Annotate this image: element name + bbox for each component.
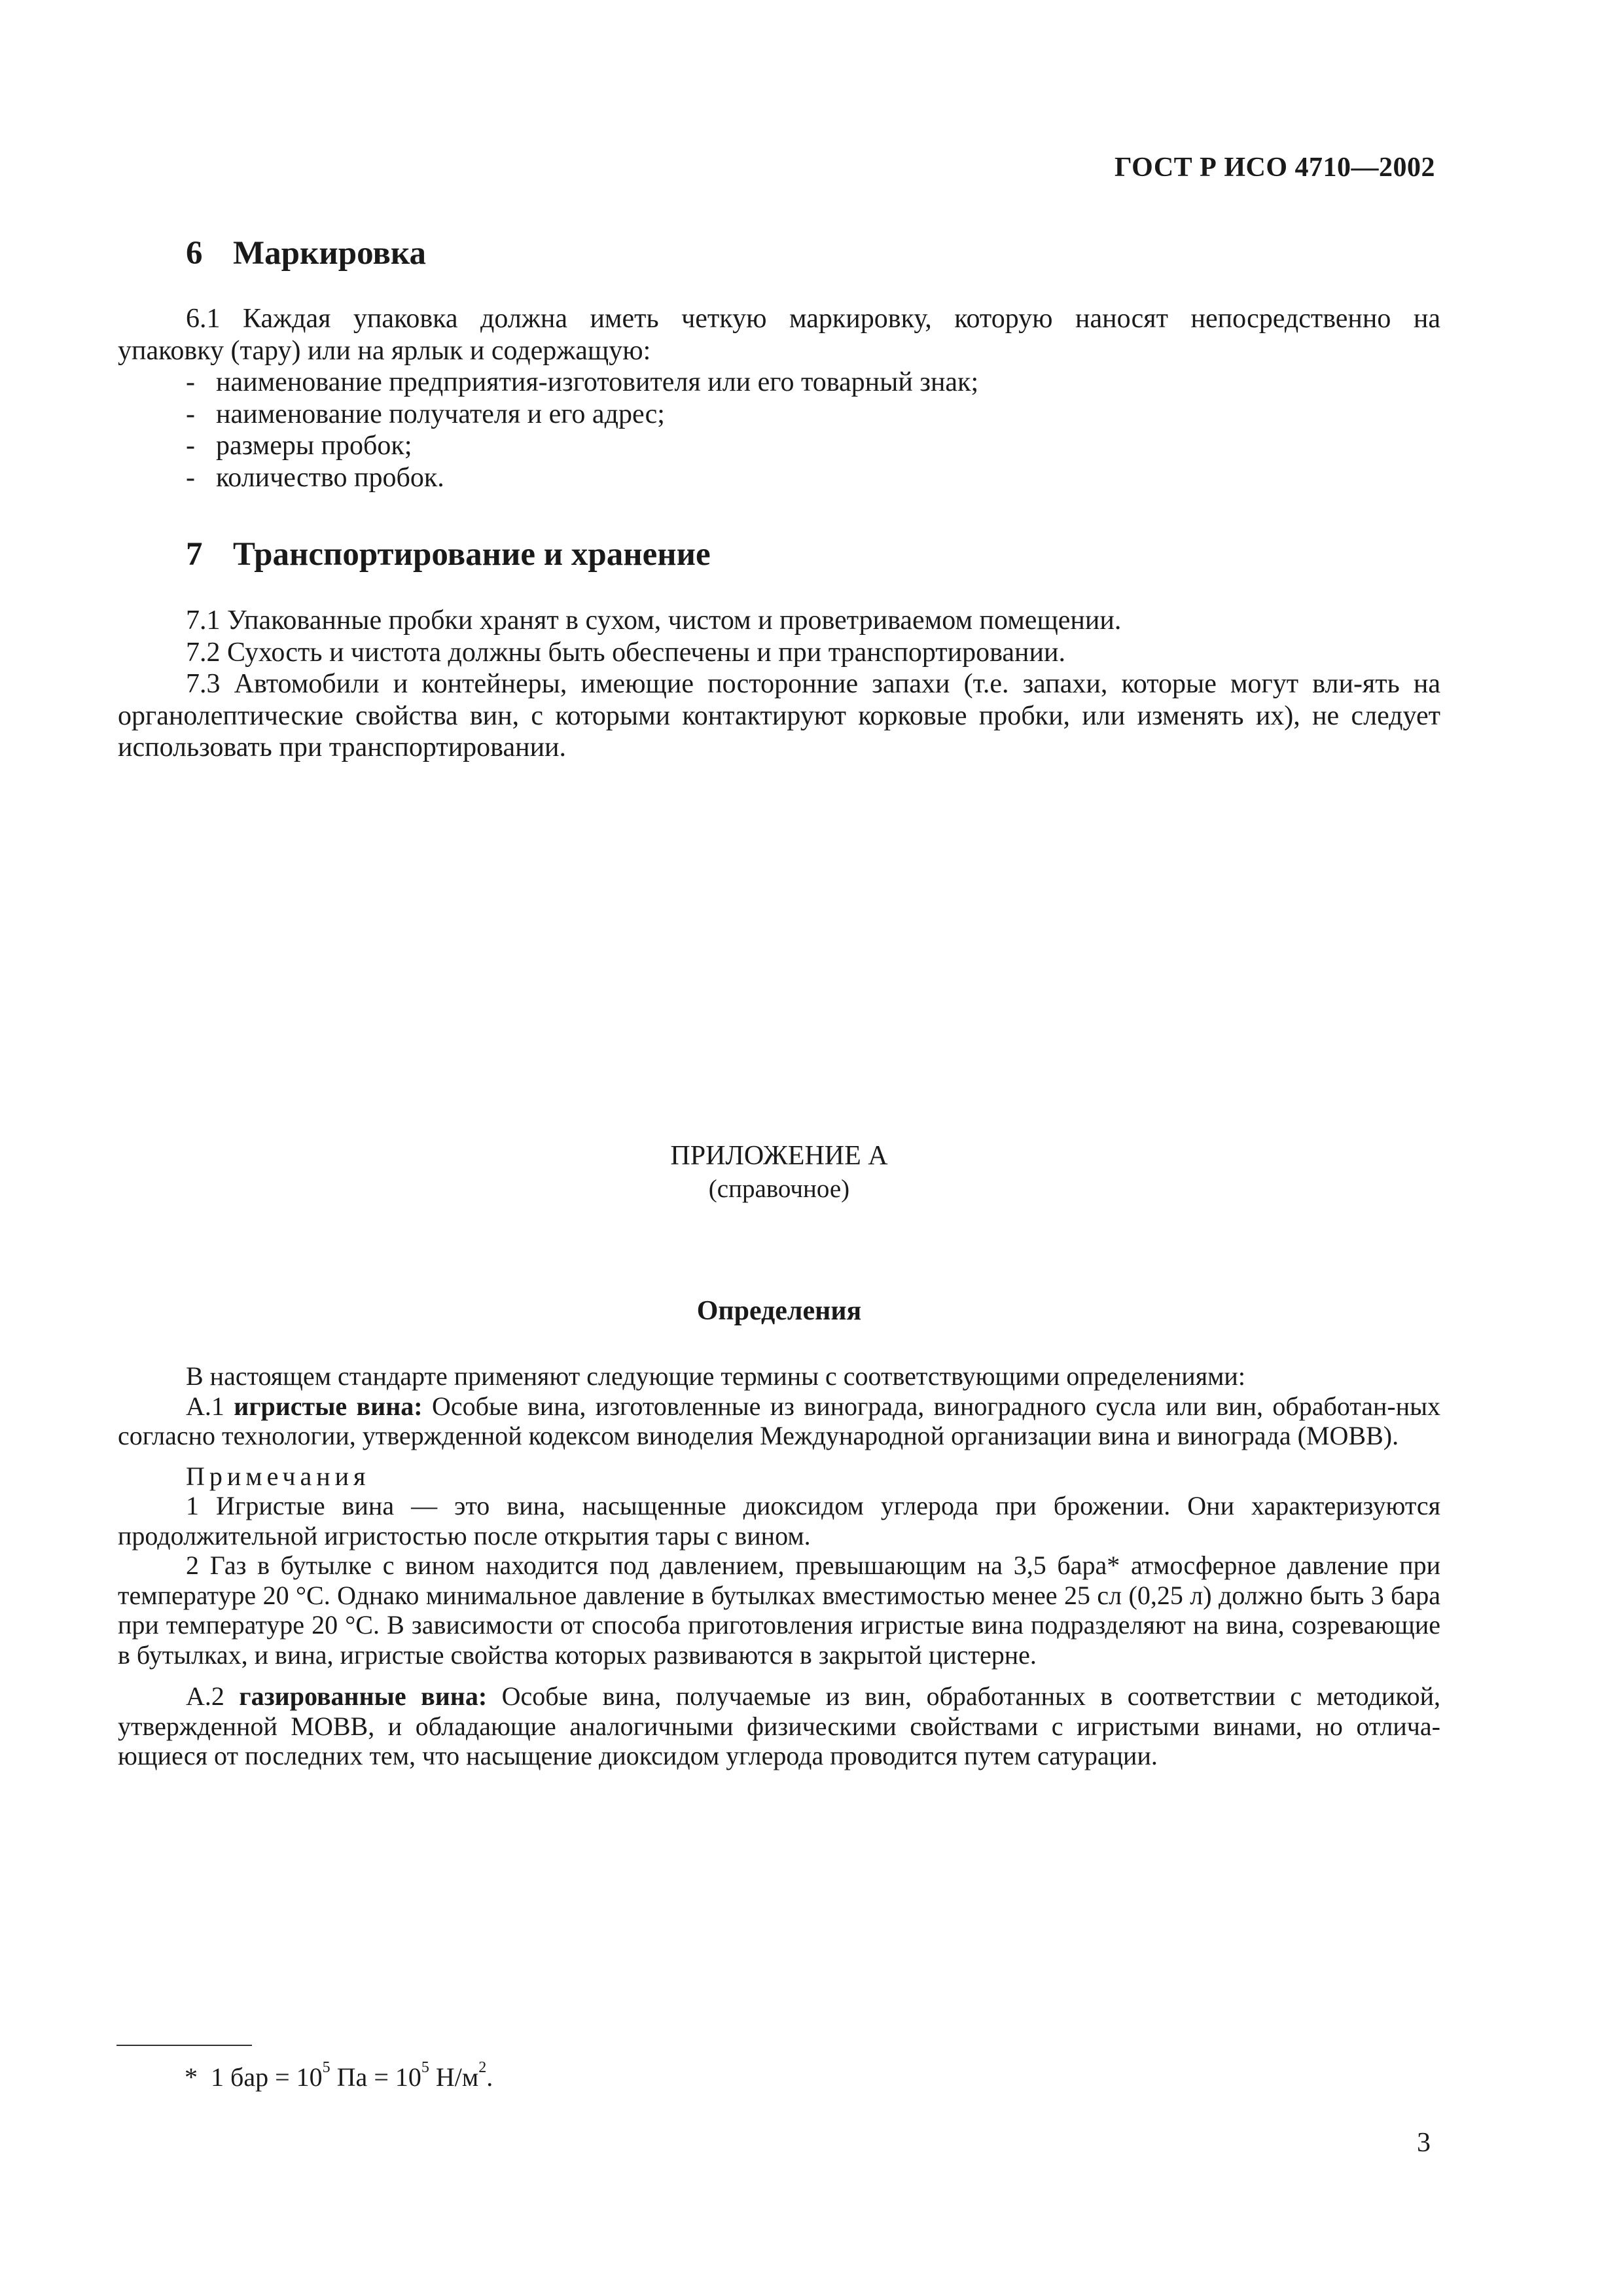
note-2: 2 Газ в бутылке с вином находится под давлением, превышающим на 3,5 бара* атмосферное давление при температуре 20 °С. Однако минимальное давление в бутылках вместимостью менее 25 сл (0,25 л) должно быть 3 бара при температуре 20 °С. В зависимости от способа приготовления игристые вина подразделяют на вина, созревающие в бутылках, и вина, игристые свойства которых развиваются в закрытой цистерне. xyxy=(118,1551,1440,1670)
page-number: 3 xyxy=(1417,2128,1431,2158)
footnote-divider xyxy=(116,2045,252,2046)
list-item: - размеры пробок; xyxy=(186,431,412,461)
note-1: 1 Игристые вина — это вина, насыщенные диоксидом углерода при брожении. Они характеризуются продолжительной игристостью после открытия тары с вином. xyxy=(118,1491,1440,1551)
section-6-body xyxy=(118,303,1440,493)
appendix-title: ПРИЛОЖЕНИЕ А xyxy=(670,1141,888,1171)
list-item: - наименование предприятия-изготовителя или его товарный знак; xyxy=(186,367,979,397)
section-6-paragraph-line2: упаковку (тару) или на ярлык и содержащую: xyxy=(118,335,651,366)
section-7-paragraph-1: 7.1 Упакованные пробки хранят в сухом, чистом и проветриваемом помещении. xyxy=(186,605,1122,636)
section-6-paragraph-line1: 6.1 Каждая упаковка должна иметь четкую маркировку, которую наносят непосредственно на xyxy=(186,304,1440,334)
section-7-title: Транспортирование и хранение xyxy=(233,536,711,573)
term-carbonated-wines: газированные вина: xyxy=(239,1681,488,1711)
section-6-heading xyxy=(186,234,426,272)
term-sparkling-wines: игристые вина: xyxy=(234,1391,423,1421)
section-7-paragraph-3: 7.3 Автомобили и контейнеры, имеющие посторонние запахи (т.е. запахи, которые могут вли-ять на органолептические свойства вин, с которыми контактируют корковые пробки, или изменять их), не следует использовать при транспортировании. xyxy=(118,669,1440,762)
section-7-heading xyxy=(186,535,711,573)
definitions-heading: Определения xyxy=(696,1296,862,1326)
definition-a2: А.2 газированные вина: Особые вина, получаемые из вин, обработанных в соответствии с методикой, утвержденной МОВВ, и обладающие аналогичными физическими свойствами с игристыми винами, но отлича-ющиеся от последних тем, что насыщение диоксидом углерода проводится путем сатурации. xyxy=(118,1681,1441,1770)
appendix-body xyxy=(118,1361,1440,1771)
section-7-body xyxy=(118,605,1440,764)
section-7-number: 7 xyxy=(186,536,203,573)
footnote: * 1 бар = $10^5$ Па = $10^5$ $Н/м^2$. xyxy=(185,2059,493,2092)
section-7-paragraph-2: 7.2 Сухость и чистота должны быть обеспечены и при транспортировании. xyxy=(186,637,1065,668)
definitions-intro: В настоящем стандарте применяют следующие термины с соответствующими определениями: xyxy=(186,1361,1245,1391)
section-6-title: Маркировка xyxy=(233,235,427,272)
notes-title: Примечания xyxy=(186,1461,370,1491)
appendix-subtitle: (справочное) xyxy=(708,1175,850,1203)
document-code: ГОСТ Р ИСО 4710—2002 xyxy=(1114,152,1435,183)
list-item: - наименование получателя и его адрес; xyxy=(186,399,665,429)
definition-a1: А.1 игристые вина: Особые вина, изготовленные из винограда, виноградного сусла или вин, обработан-ных согласно технологии, утвержденной кодексом виноделия Международной организации вина и винограда (МОВВ). xyxy=(118,1391,1441,1450)
section-6-number: 6 xyxy=(186,235,203,272)
list-item: - количество пробок. xyxy=(186,462,444,493)
